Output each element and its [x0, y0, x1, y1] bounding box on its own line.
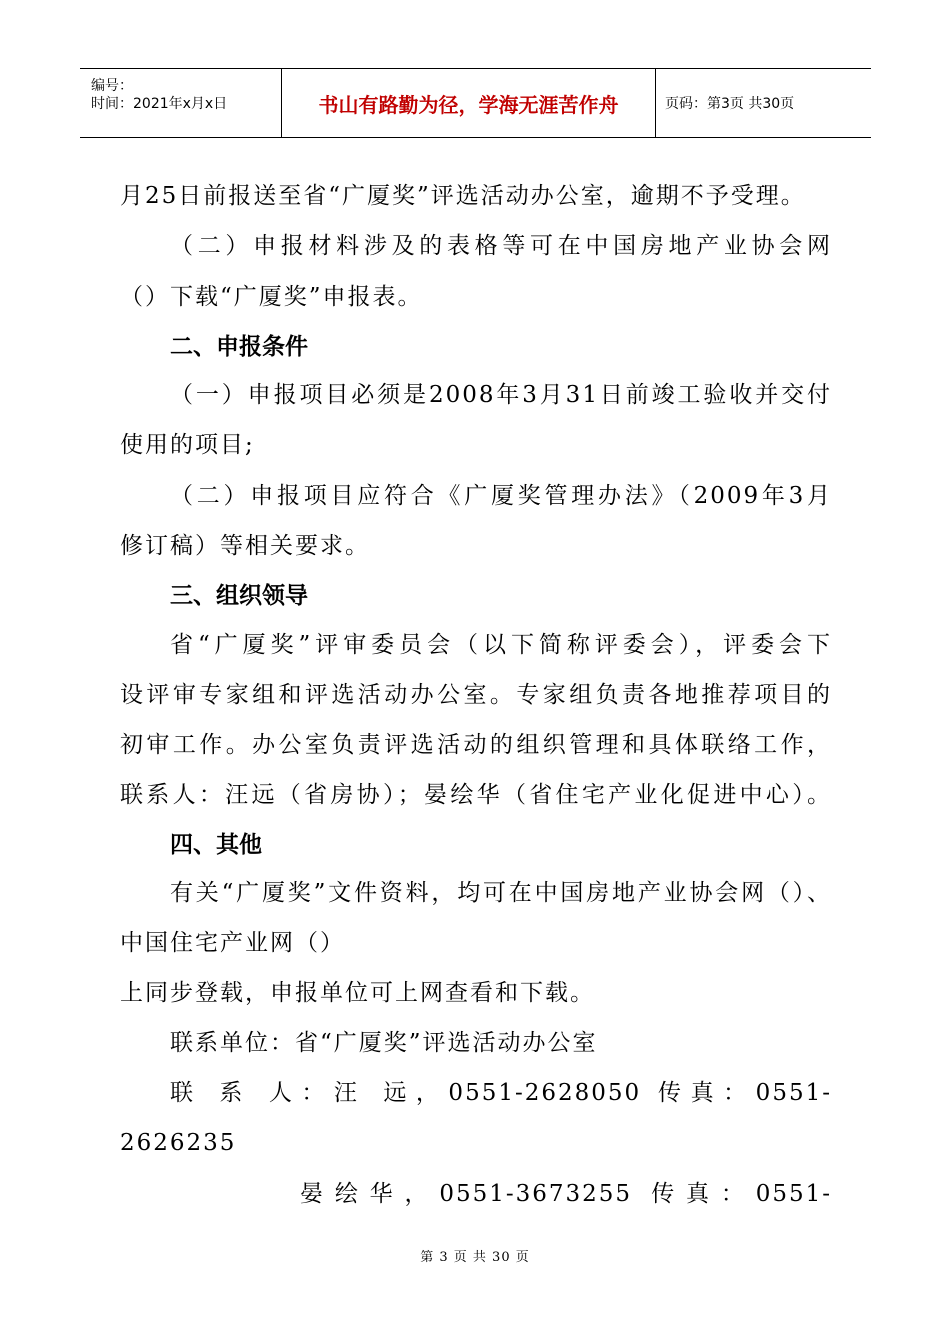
- paragraph-line: 月25日前报送至省“广厦奖”评选活动办公室，逾期不予受理。: [120, 183, 806, 209]
- paragraph-line: 中国住宅产业网（）: [120, 930, 345, 956]
- paragraph-line: 使用的项目;: [120, 432, 255, 458]
- paragraph-line: 设评审专家组和评选活动办公室。专家组负责各地推荐项目的: [120, 682, 832, 708]
- paragraph-line: （）下载“广厦奖”申报表。: [120, 284, 423, 310]
- paragraph-line: 联系人：汪远（省房协）；晏绘华（省住宅产业化促进中心）。: [120, 782, 832, 808]
- paragraph-line: （二）申报材料涉及的表格等可在中国房地产业协会网: [170, 233, 832, 259]
- paragraph-line: 修订稿）等相关要求。: [120, 533, 370, 559]
- header-meta-cell: [80, 69, 282, 137]
- header-page-info: 页码：第3页 共30页: [665, 96, 795, 112]
- paragraph-line: （一）申报项目必须是2008年3月31日前竣工验收并交付: [170, 382, 832, 408]
- document-date-label: 时间：2021年x月x日: [91, 96, 228, 112]
- paragraph-line: 有关“广厦奖”文件资料，均可在中国房地产业协会网（）、: [170, 880, 832, 906]
- section-heading: 三、组织领导: [170, 583, 308, 609]
- document-number-label: 编号：: [91, 78, 133, 94]
- section-heading: 二、申报条件: [170, 334, 308, 360]
- paragraph-line: 2626235: [120, 1130, 237, 1156]
- header-page-cell: [656, 69, 871, 137]
- paragraph-line: 联系单位：省“广厦奖”评选活动办公室: [170, 1030, 598, 1056]
- paragraph-line: 初审工作。办公室负责评选活动的组织管理和具体联络工作，: [120, 732, 832, 758]
- paragraph-line: 上同步登载，申报单位可上网查看和下载。: [120, 980, 595, 1006]
- header-motto: 书山有路勤为径，学海无涯苦作舟: [318, 92, 619, 117]
- header-motto-cell: [282, 69, 656, 137]
- page-footer: 第 3 页 共 30 页: [420, 1250, 530, 1265]
- paragraph-line: 联 系 人：汪 远，0551-2628050 传真：0551-: [170, 1080, 832, 1106]
- document-header: [80, 68, 871, 138]
- paragraph-line: 晏绘华，0551-3673255 传真：0551-: [300, 1181, 832, 1207]
- paragraph-line: （二）申报项目应符合《广厦奖管理办法》（2009年3月: [170, 483, 832, 509]
- paragraph-line: 省“广厦奖”评审委员会（以下简称评委会），评委会下: [170, 632, 832, 658]
- section-heading: 四、其他: [170, 832, 262, 858]
